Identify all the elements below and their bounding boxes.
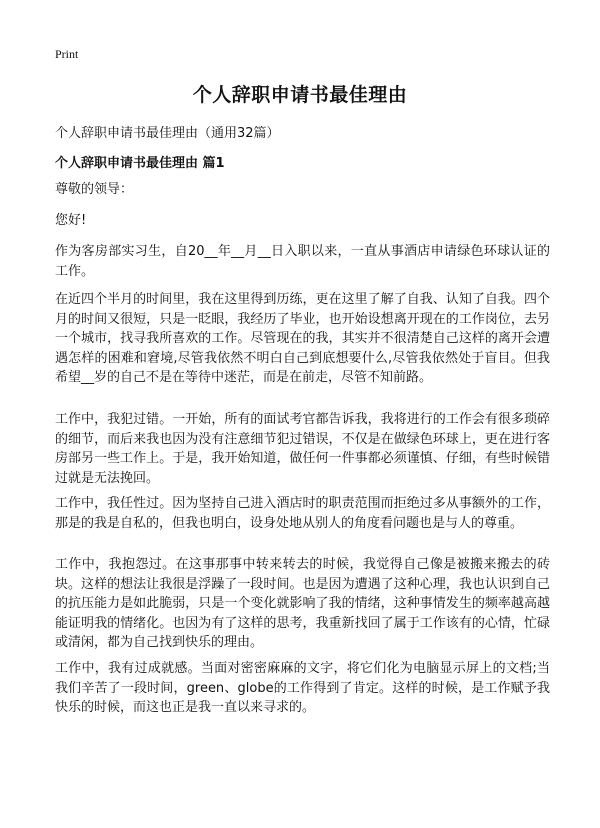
- section-heading: 个人辞职申请书最佳理由 篇1: [55, 156, 225, 171]
- document-title: 个人辞职申请书最佳理由: [192, 84, 408, 106]
- paragraph: 工作中，我任性过。因为坚持自己进入酒店时的职责范围而拒绝过多从事额外的工作，那是的我是自私的，但我也明白，设身处地从别人的角度看问题也是与人的尊重。: [55, 496, 550, 531]
- print-link[interactable]: Print: [55, 47, 79, 61]
- paragraph: 在近四个半月的时间里，我在这里得到历练，更在这里了解了自我、认知了自我。四个月的时间又很短，只是一眨眼，我经历了毕业，也开始设想离开现在的工作岗位，去另一个城市，找寻我所喜欢的工作。尽管现在的我，其实并不很清楚自己这样的离开会遭遇怎样的困难和窘境,尽管我依然不明白自己到底想要什么,尽管我依然处于盲目。但我希望__岁的自己不是在等待中迷茫，而是在前走，尽管不知前路。: [55, 292, 550, 385]
- paragraph: 作为客房部实习生，自20__年__月__日入职以来，一直从事酒店申请绿色环球认证的工作。: [55, 244, 550, 279]
- paragraph: 工作中，我有过成就感。当面对密密麻麻的文字，将它们化为电脑显示屏上的文档;当我们辛苦了一段时间，green、globe的工作得到了肯定。这样的时候，是工作赋予我快乐的时候，而这也正是我一直以来寻求的。: [55, 661, 550, 715]
- document-subtitle: 个人辞职申请书最佳理由（通用32篇）: [55, 126, 280, 141]
- paragraph: 工作中，我抱怨过。在这事那事中转来转去的时候，我觉得自己像是被搬来搬去的砖块。这样的想法让我很是浮躁了一段时间。也是因为遭遇了这种心理，我也认识到自己的抗压能力是如此脆弱，只是一个变化就影响了我的情绪，这种事情发生的频率越高越能证明我的情绪化。也因为有了这样的思考，我重新找回了属于工作该有的心情，忙碌或清闲，都为自己找到快乐的理由。: [55, 557, 550, 650]
- salutation: 尊敬的领导：: [55, 182, 134, 197]
- greeting: 您好!: [55, 213, 87, 228]
- paragraph: 工作中，我犯过错。一开始，所有的面试考官都告诉我，我将进行的工作会有很多琐碎的细节，而后来我也因为没有注意细节犯过错误，不仅是在做绿色环球上，更在进行客房部另一些工作上。于是，我开始知道，做任何一件事都必须谨慎、仔细，有些时候错过就是无法挽回。: [55, 412, 550, 486]
